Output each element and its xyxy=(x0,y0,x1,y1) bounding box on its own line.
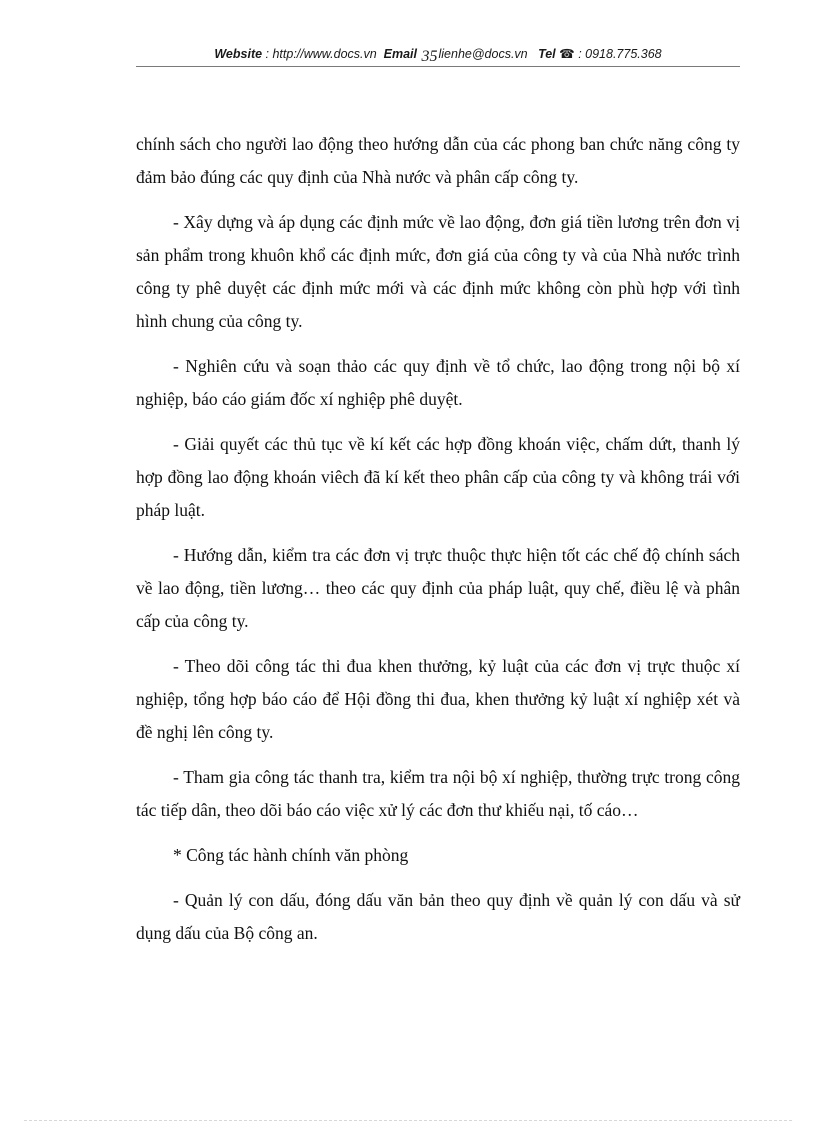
paragraph: - Xây dựng và áp dụng các định mức về lao động, đơn giá tiền lương trên đơn vị sản phẩm trong khuôn khổ các định mức, đơn giá của công ty và của Nhà nước trình công ty phê duyệt các định mức mới và các định mức không còn phù hợp với tình hình chung của công ty. xyxy=(136,212,740,331)
paragraph: - Hướng dẫn, kiểm tra các đơn vị trực thuộc thực hiện tốt các chế độ chính sách về lao động, tiền lương… theo các quy định của pháp luật, quy chế, điều lệ và phân cấp của công ty. xyxy=(136,545,740,631)
paragraph: - Theo dõi công tác thi đua khen thưởng, kỷ luật của các đơn vị trực thuộc xí nghiệp, tổng hợp báo cáo để Hội đồng thi đua, khen thưởng kỷ luật xí nghiệp xét và đề nghị lên công ty. xyxy=(136,656,740,742)
paragraph: chính sách cho người lao động theo hướng dẫn của các phong ban chức năng công ty đảm bảo đúng các quy định của Nhà nước và phân cấp công ty. xyxy=(136,134,740,187)
website-separator: : xyxy=(262,47,273,61)
email-label: Email xyxy=(383,47,418,61)
header-divider xyxy=(136,66,740,67)
email-address[interactable]: lienhe@docs.vn xyxy=(438,47,528,61)
tel-number: : 0918.775.368 xyxy=(574,47,662,61)
page-bottom-border xyxy=(24,1120,792,1121)
page-header xyxy=(136,46,740,66)
document-body xyxy=(136,128,740,962)
section-heading: * Công tác hành chính văn phòng xyxy=(173,845,409,865)
paragraph: - Nghiên cứu và soạn thảo các quy định về tổ chức, lao động trong nội bộ xí nghiệp, báo cáo giám đốc xí nghiệp phê duyệt. xyxy=(136,356,740,409)
phone-icon: ☎ xyxy=(559,47,575,61)
website-url[interactable]: http://www.docs.vn xyxy=(272,47,377,61)
tel-label: Tel xyxy=(538,47,556,61)
paragraph: - Quản lý con dấu, đóng dấu văn bản theo quy định về quản lý con dấu và sử dụng dấu của Bộ công an. xyxy=(136,890,740,943)
paragraph: - Tham gia công tác thanh tra, kiểm tra nội bộ xí nghiệp, thường trực trong công tác tiếp dân, theo dõi báo cáo việc xử lý các đơn thư khiếu nại, tố cáo… xyxy=(136,767,740,820)
website-label: Website xyxy=(214,47,263,61)
paragraph: - Giải quyết các thủ tục về kí kết các hợp đồng khoán việc, chấm dứt, thanh lý hợp đồng lao động khoán viêch đã kí kết theo phân cấp của công ty và không trái với pháp luật. xyxy=(136,434,740,520)
page-number: 35 xyxy=(421,48,438,65)
